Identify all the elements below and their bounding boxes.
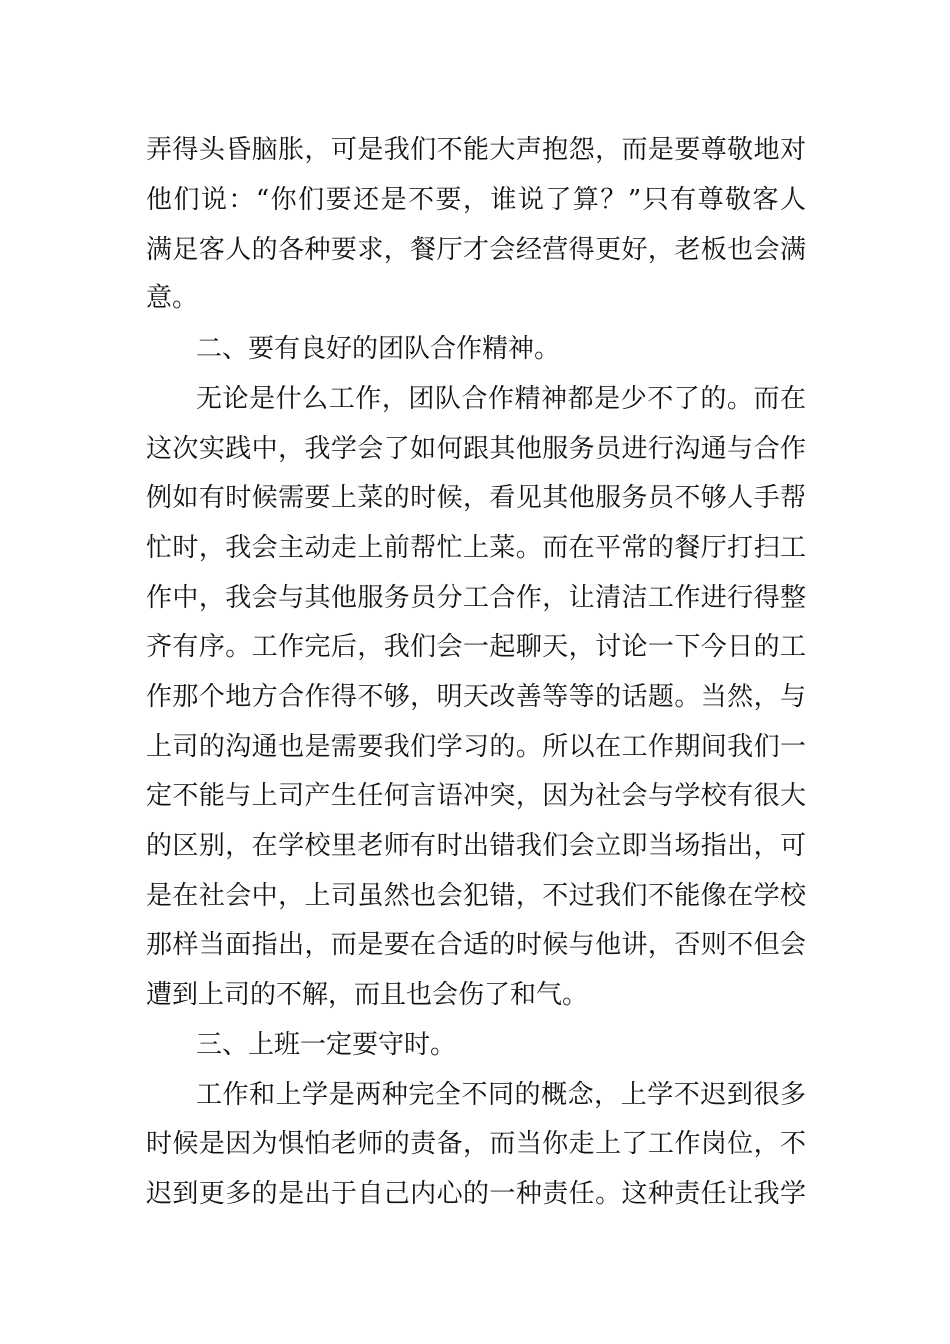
text-line: 定不能与上司产生任何言语冲突，因为社会与学校有很大	[146, 781, 806, 811]
text-line: 的区别，在学校里老师有时出错我们会立即当场指出，可	[146, 831, 806, 861]
text-line: 齐有序。工作完后，我们会一起聊天，讨论一下今日的工	[146, 632, 806, 662]
text-line: 作那个地方合作得不够，明天改善等等的话题。当然，与	[146, 682, 806, 712]
text-line: 他们说：“你们要还是不要，谁说了算？”只有尊敬客人	[146, 185, 806, 215]
section-heading: 三、上班一定要守时。	[196, 1030, 457, 1060]
text-line: 意。	[146, 283, 199, 313]
text-line: 忙时，我会主动走上前帮忙上菜。而在平常的餐厅打扫工	[146, 533, 806, 563]
text-line: 是在社会中，上司虽然也会犯错，不过我们不能像在学校	[146, 881, 806, 911]
text-line: 弄得头昏脑胀，可是我们不能大声抱怨，而是要尊敬地对	[146, 135, 806, 165]
text-line: 作中，我会与其他服务员分工合作，让清洁工作进行得整	[146, 583, 806, 613]
text-line: 那样当面指出，而是要在合适的时候与他讲，否则不但会	[146, 930, 806, 960]
text-line: 工作和上学是两种完全不同的概念，上学不迟到很多	[196, 1080, 806, 1110]
text-line: 例如有时候需要上菜的时候，看见其他服务员不够人手帮	[146, 483, 806, 513]
text-line: 上司的沟通也是需要我们学习的。所以在工作期间我们一	[146, 732, 806, 762]
text-line: 遭到上司的不解，而且也会伤了和气。	[146, 980, 589, 1010]
text-line: 满足客人的各种要求，餐厅才会经营得更好，老板也会满	[146, 235, 806, 265]
text-line: 迟到更多的是出于自己内心的一种责任。这种责任让我学	[146, 1179, 806, 1209]
section-heading: 二、要有良好的团队合作精神。	[196, 334, 561, 364]
text-line: 时候是因为惧怕老师的责备，而当你走上了工作岗位，不	[146, 1129, 806, 1159]
text-line: 这次实践中，我学会了如何跟其他服务员进行沟通与合作	[146, 434, 806, 464]
text-line: 无论是什么工作，团队合作精神都是少不了的。而在	[196, 384, 806, 414]
